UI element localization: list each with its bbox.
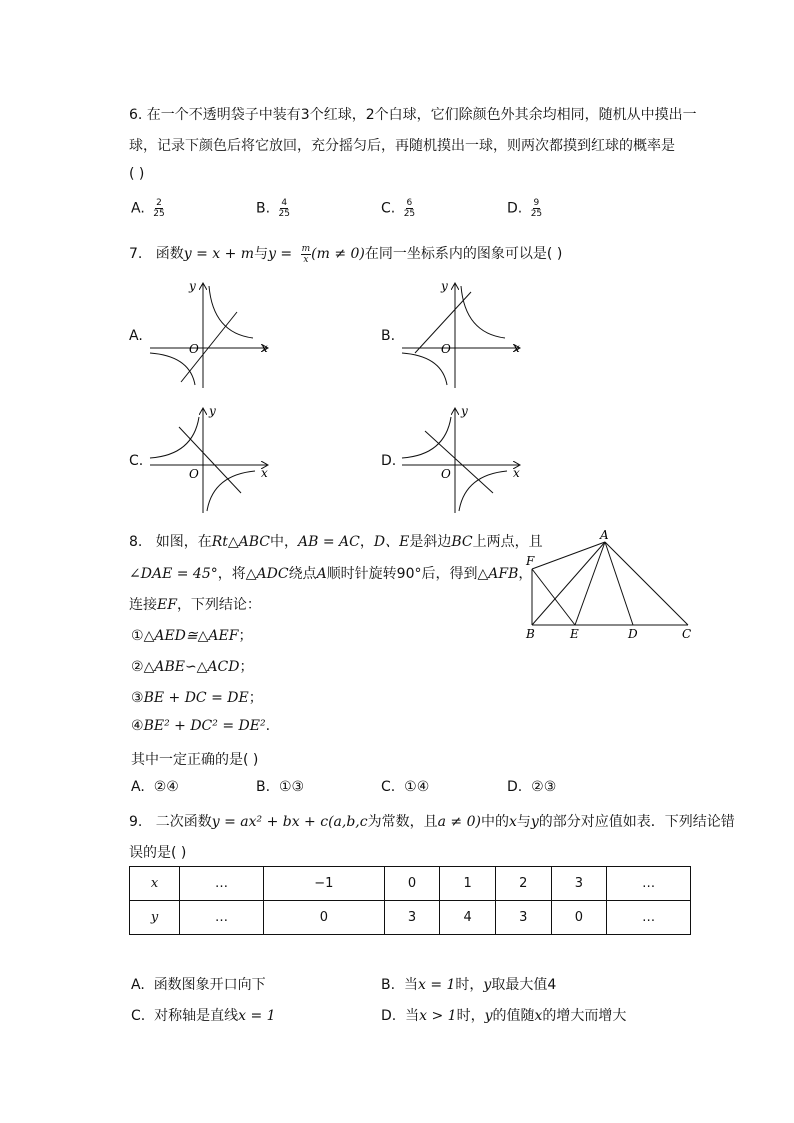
table-cell: 1 [440, 867, 496, 901]
axis-y-label: y [209, 404, 216, 418]
axis-x-label: x [513, 466, 520, 480]
table-cell: … [607, 867, 691, 901]
q6-line1: 6. 在一个不透明袋子中装有3个红球，2个白球，它们除颜色外其余均相同，随机从中摸出一 [129, 107, 697, 123]
table-cell: 2 [495, 867, 551, 901]
graph-b-label[interactable]: B. [381, 328, 396, 344]
origin-label: O [189, 342, 199, 356]
q6-paren: ( ) [129, 166, 145, 182]
graph-a[interactable] [145, 278, 275, 390]
table-cell: 0 [384, 867, 440, 901]
q8-option-c[interactable]: C. ①④ [381, 779, 430, 795]
graph-c-label[interactable]: C. [129, 453, 144, 469]
graph-d-label[interactable]: D. [381, 453, 397, 469]
point-a-label: A [600, 528, 609, 542]
point-f-label: F [526, 554, 535, 568]
axis-y-label: y [189, 279, 196, 293]
table-cell: 3 [551, 867, 607, 901]
q8-option-b[interactable]: B. ①③ [256, 779, 305, 795]
q8-option-a[interactable]: A. ②④ [131, 779, 179, 795]
fraction: $\frac{9}{25}$ [530, 198, 543, 219]
table-cell: 4 [440, 901, 496, 935]
q7-stem: 7. 函数y = x + m与y = $\frac{m}{x}$ (m ≠ 0)在同一坐标系内的图象可以是( ) [129, 243, 563, 265]
table-cell: … [180, 867, 264, 901]
q8-conclusion-1: ①△AED≅△AEF； [131, 628, 253, 644]
q8-ask: 其中一定正确的是( ) [131, 752, 259, 768]
table-cell: 3 [384, 901, 440, 935]
graph-b[interactable] [397, 278, 527, 390]
fraction: $\frac{4}{25}$ [278, 198, 290, 219]
q8-line1: 8. 如图，在Rt△ABC中，AB = AC，D、E是斜边BC上两点，且 [129, 534, 543, 550]
fraction: $\frac{2}{25}$ [153, 198, 165, 219]
table-row-y [130, 901, 691, 935]
q8-line2: ∠DAE = 45°，将△ADC绕点A顺时针旋转90°后，得到△AFB， [129, 566, 533, 582]
graph-c[interactable] [145, 403, 275, 515]
graph-a-label[interactable]: A. [129, 328, 143, 344]
q8-conclusion-3: ③BE + DC = DE； [131, 690, 263, 706]
q9-option-c[interactable]: C. 对称轴是直线x = 1 [131, 1008, 276, 1024]
table-cell: 0 [263, 901, 384, 935]
q9-option-a[interactable]: A. 函数图象开口向下 [131, 977, 266, 993]
origin-label: O [441, 467, 451, 481]
table-cell: −1 [263, 867, 384, 901]
q9-line2: 误的是( ) [129, 845, 187, 861]
origin-label: O [441, 342, 451, 356]
table-cell: … [180, 901, 264, 935]
q6-option-d[interactable]: D. $\frac{9}{25}$ [507, 198, 543, 219]
table-cell: x [130, 867, 180, 901]
point-e-label: E [570, 627, 579, 641]
q8-triangle-figure [520, 525, 700, 643]
q6-option-c[interactable]: C. $\frac{6}{25}$ [381, 198, 416, 219]
axis-x-label: x [261, 466, 268, 480]
q6-line2: 球，记录下颜色后将它放回，充分摇匀后，再随机摸出一球，则两次都摸到红球的概率是 [129, 138, 675, 154]
q8-option-d[interactable]: D. ②③ [507, 779, 557, 795]
q8-conclusion-4: ④BE² + DC² = DE². [131, 718, 271, 734]
q8-line3: 连接EF，下列结论： [129, 597, 261, 613]
q9-line1: 9. 二次函数y = ax² + bx + c(a,b,c为常数，且a ≠ 0)中的x与y的部分对应值如表．下列结论错 [129, 814, 735, 830]
graph-d[interactable] [397, 403, 527, 515]
q8-conclusion-2: ②△ABE∽△ACD； [131, 659, 254, 675]
table-row-x [130, 867, 691, 901]
fraction: $\frac{m}{x}$ [301, 243, 311, 265]
q6-option-a[interactable]: A. $\frac{2}{25}$ [131, 198, 165, 219]
axis-x-label: x [261, 341, 268, 355]
origin-label: O [189, 467, 199, 481]
table-cell: … [607, 901, 691, 935]
table-cell: y [130, 901, 180, 935]
table-cell: 3 [495, 901, 551, 935]
q9-option-b[interactable]: B. 当x = 1时，y取最大值4 [381, 977, 557, 993]
point-b-label: B [526, 627, 535, 641]
fraction: $\frac{6}{25}$ [403, 198, 416, 219]
q6-option-b[interactable]: B. $\frac{4}{25}$ [256, 198, 290, 219]
value-table [129, 866, 691, 935]
q9-option-d[interactable]: D. 当x > 1时，y的值随x的增大而增大 [381, 1008, 627, 1024]
axis-x-label: x [513, 341, 520, 355]
axis-y-label: y [441, 279, 448, 293]
point-c-label: C [682, 627, 692, 641]
table-cell: 0 [551, 901, 607, 935]
axis-y-label: y [461, 404, 468, 418]
point-d-label: D [628, 627, 638, 641]
